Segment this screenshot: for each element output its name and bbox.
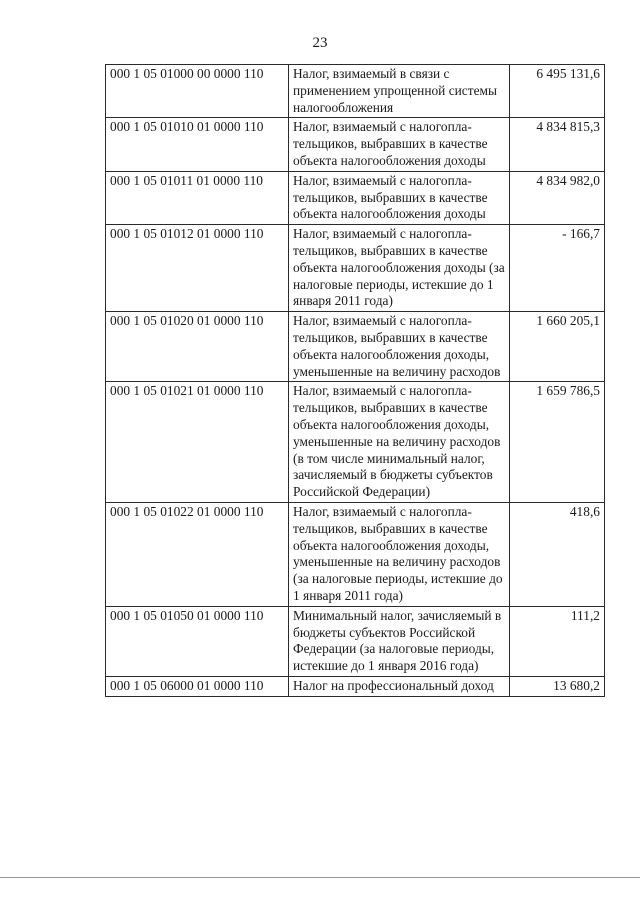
revenue-name-cell: Минимальный налог, зачисляемый в бюджеты субъектов Российской Федерации (за налоговые периоды, истекшие до 1 января 2016 года) [289,606,510,676]
table-row [106,606,605,676]
amount-cell: 1 659 786,5 [510,382,605,503]
amount-cell: 4 834 815,3 [510,118,605,171]
table-row [106,171,605,224]
classification-code-cell: 000 1 05 01021 01 0000 110 [106,382,289,503]
table-row [106,382,605,503]
amount-cell: 418,6 [510,502,605,606]
revenue-name-cell: Налог, взимаемый с налогоплательщиков, выбравших в качестве объекта налогообложения доходы [289,118,510,171]
amount-cell: 1 660 205,1 [510,312,605,382]
classification-code-cell: 000 1 05 01011 01 0000 110 [106,171,289,224]
revenue-name-cell: Налог, взимаемый в связи с применением упрощенной системы налогообложения [289,65,510,118]
amount-cell: 4 834 982,0 [510,171,605,224]
table-row [106,502,605,606]
table-row [106,225,605,312]
table-row [106,65,605,118]
table-row [106,118,605,171]
revenue-name-cell: Налог, взимаемый с налогоплательщиков, выбравших в качестве объекта налогообложения доходы, уменьшенные на величину расходов (в том числе минимальный налог, зачисляемый в бюджеты субъектов Российской Федерации) [289,382,510,503]
classification-code-cell: 000 1 05 01012 01 0000 110 [106,225,289,312]
page-number: 23 [312,35,328,51]
classification-code-cell: 000 1 05 01020 01 0000 110 [106,312,289,382]
amount-cell: 13 680,2 [510,676,605,696]
amount-cell: 6 495 131,6 [510,65,605,118]
revenue-name-cell: Налог, взимаемый с налогоплательщиков, выбравших в качестве объекта налогообложения доходы, уменьшенные на величину расходов [289,312,510,382]
revenue-name-cell: Налог на профессиональный доход [289,676,510,696]
amount-cell: - 166,7 [510,225,605,312]
budget-revenue-table [105,64,605,697]
revenue-name-cell: Налог, взимаемый с налогоплательщиков, выбравших в качестве объекта налогообложения доходы (за налоговые периоды, истекшие до 1 января 2011 года) [289,225,510,312]
classification-code-cell: 000 1 05 01010 01 0000 110 [106,118,289,171]
revenue-name-cell: Налог, взимаемый с налогоплательщиков, выбравших в качестве объекта налогообложения доходы, уменьшенные на величину расходов (за налоговые периоды, истекшие до 1 января 2011 года) [289,502,510,606]
classification-code-cell: 000 1 05 01050 01 0000 110 [106,606,289,676]
classification-code-cell: 000 1 05 01022 01 0000 110 [106,502,289,606]
table-row [106,312,605,382]
classification-code-cell: 000 1 05 01000 00 0000 110 [106,65,289,118]
amount-cell: 111,2 [510,606,605,676]
revenue-name-cell: Налог, взимаемый с налогоплательщиков, выбравших в качестве объекта налогообложения доходы [289,171,510,224]
classification-code-cell: 000 1 05 06000 01 0000 110 [106,676,289,696]
page-bottom-divider [0,877,640,878]
table-row [106,676,605,696]
